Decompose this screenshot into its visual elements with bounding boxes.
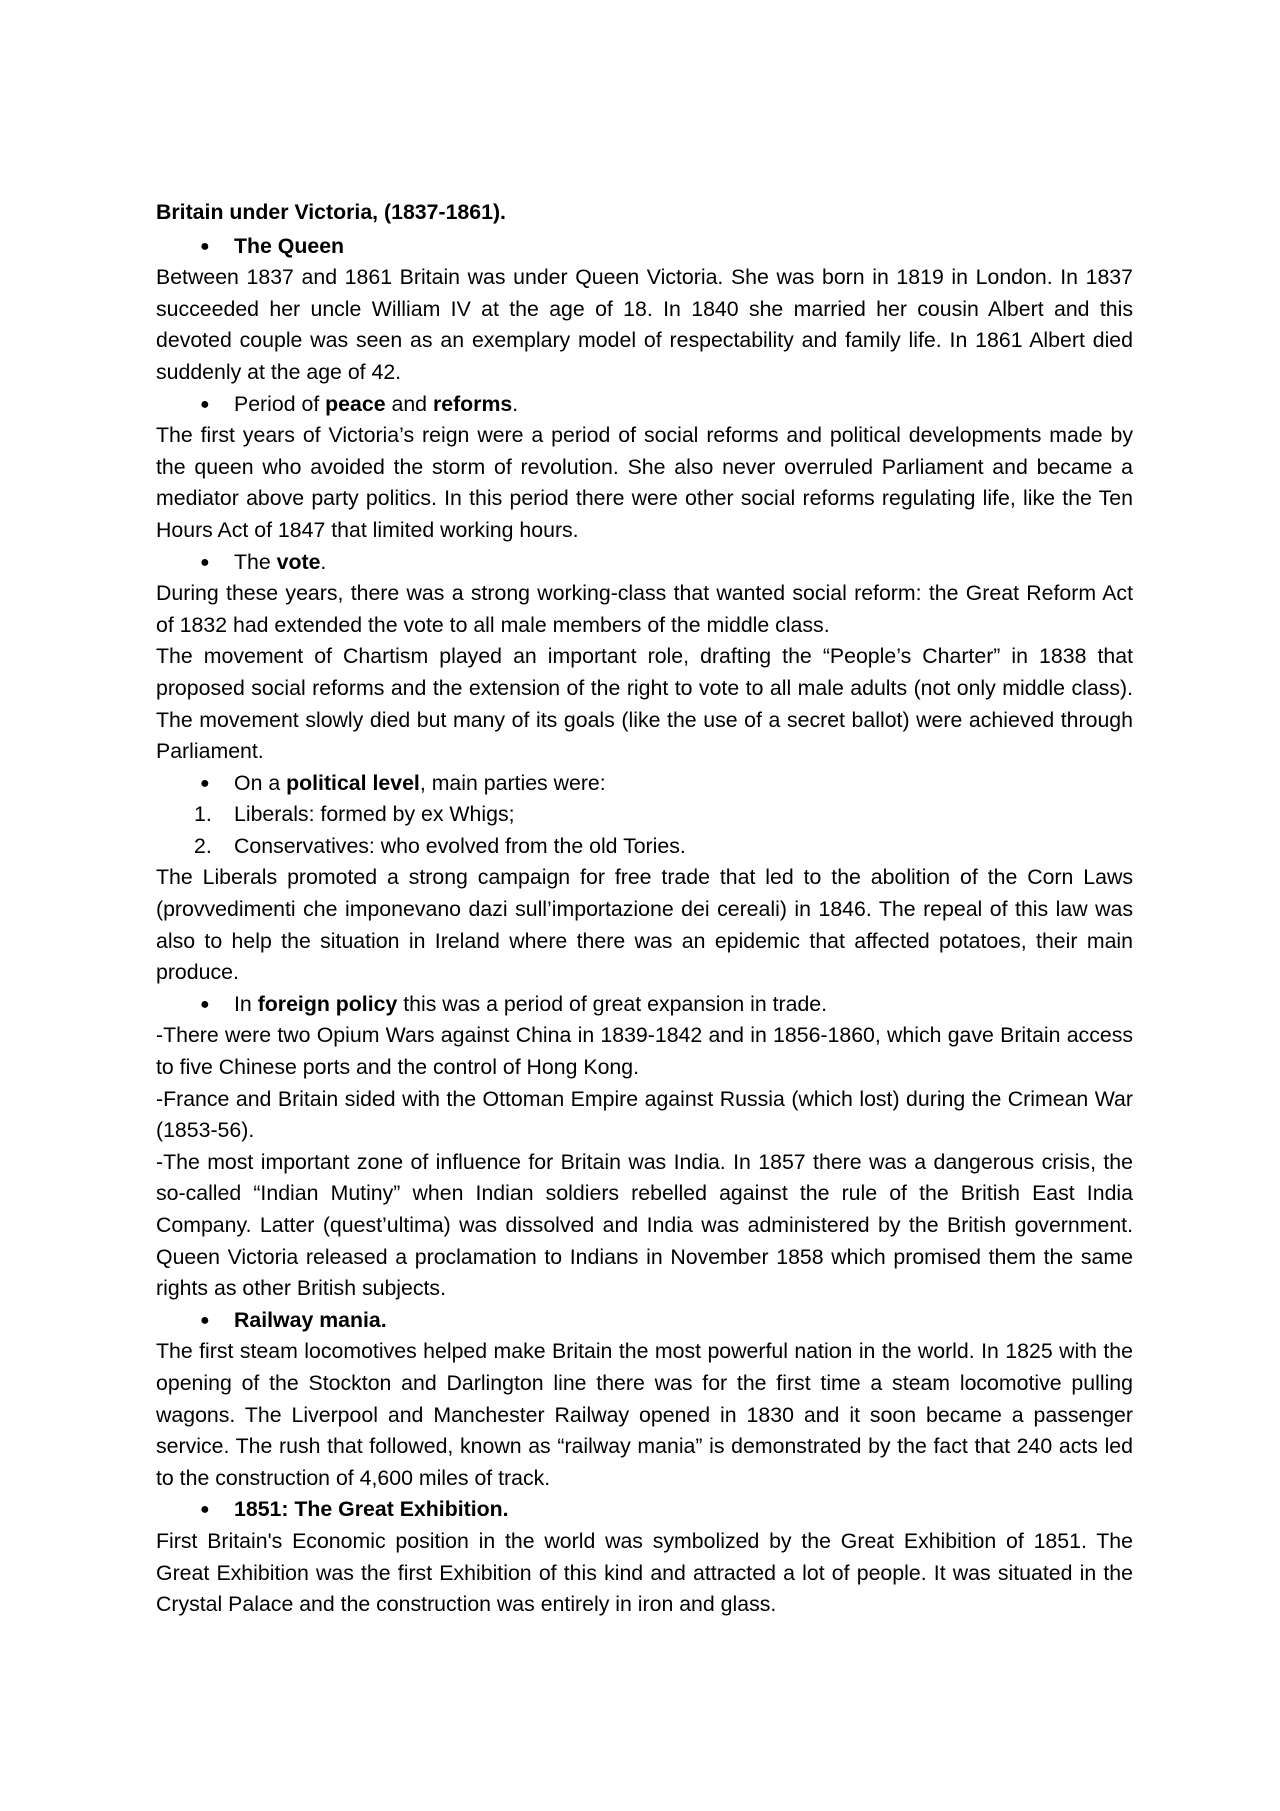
list-item-text: Conservatives: who evolved from the old Tories. [234, 833, 686, 858]
section-heading: Railway mania. [234, 1307, 387, 1332]
bullet-icon: ● [200, 553, 210, 571]
bullet-political-level [156, 768, 1133, 800]
paragraph-foreign-3: -The most important zone of influence for Britain was India. In 1857 there was a dangerous crisis, the so-called “Indian Mutiny” when Indian soldiers rebelled against the rule of the British East India Company. Latter (quest’ultima) was dissolved and India was administered by the British government. Queen Victoria released a proclamation to Indians in November 1858 which promised them the same rights as other British subjects. [156, 1149, 1133, 1301]
paragraph-exhibition: First Britain's Economic position in the world was symbolized by the Great Exhibition of 1851. The Great Exhibition was the first Exhibition of this kind and attracted a lot of people. It was situated in the Crystal Palace and the construction was entirely in iron and glass. [156, 1528, 1133, 1617]
bullet-text-prefix: In [234, 991, 258, 1016]
bullet-text-suffix: , main parties were: [419, 770, 606, 795]
document-title: Britain under Victoria, (1837-1861). [156, 200, 506, 224]
paragraph-political: The Liberals promoted a strong campaign for free trade that led to the abolition of the Corn Laws (provvedimenti che imponevano dazi sull’importazione dei cereali) in 1846. The repeal of this law was also to help the situation in Ireland where there was an epidemic that affected potatoes, their main produce. [156, 865, 1133, 985]
paragraph-railway: The first steam locomotives helped make Britain the most powerful nation in the world. In 1825 with the opening of the Stockton and Darlington line there was for the first time a steam locomotive pulling wagons. The Liverpool and Manchester Railway opened in 1830 and it soon became a passenger service. The rush that followed, known as “railway mania” is demonstrated by the fact that 240 acts led to the construction of 4,600 miles of track. [156, 1339, 1133, 1490]
bullet-icon: ● [200, 995, 210, 1013]
bold-term: vote [276, 549, 321, 574]
bold-term: foreign policy [257, 991, 398, 1016]
list-number: 2. [194, 833, 212, 858]
bullet-great-exhibition [156, 1494, 1133, 1526]
bullet-icon: ● [200, 395, 210, 413]
bold-term: reforms [432, 391, 513, 416]
paragraph-vote-2: The movement of Chartism played an important role, drafting the “People’s Charter” in 1838 that proposed social reforms and the extension of the right to vote to all male adults (not only middle class). The movement slowly died but many of its goals (like the use of a secret ballot) were achieved through Parliament. [156, 644, 1133, 764]
list-item-text: Liberals: formed by ex Whigs; [234, 802, 515, 827]
bullet-text-suffix: . [320, 549, 327, 574]
paragraph-foreign-1: -There were two Opium Wars against China in 1839-1842 and in 1856-1860, which gave Britain access to five Chinese ports and the control of Hong Kong. [156, 1023, 1133, 1080]
bullet-icon: ● [200, 1311, 210, 1329]
list-item [156, 831, 1133, 863]
paragraph-foreign-2: -France and Britain sided with the Ottoman Empire against Russia (which lost) during the Crimean War (1853-56). [156, 1086, 1133, 1143]
bold-term: political level [286, 770, 420, 795]
list-item [156, 799, 1133, 831]
bullet-icon: ● [200, 1501, 210, 1519]
bullet-the-queen [156, 231, 1133, 263]
bullet-icon: ● [200, 237, 210, 255]
paragraph-vote-1: During these years, there was a strong working-class that wanted social reform: the Great Reform Act of 1832 had extended the vote to all male members of the middle class. [156, 581, 1133, 637]
bullet-foreign-policy [156, 989, 1133, 1021]
bullet-text-prefix: The [234, 549, 277, 574]
bullet-peace-reforms [156, 389, 1133, 421]
bold-term: peace [325, 391, 386, 416]
section-heading: 1851: The Great Exhibition. [234, 1497, 509, 1522]
bullet-text-suffix: . [512, 391, 519, 416]
bullet-text-suffix: this was a period of great expansion in trade. [397, 991, 828, 1016]
bullet-vote [156, 547, 1133, 579]
bullet-text-mid: and [385, 391, 433, 416]
section-heading: The Queen [234, 233, 345, 258]
list-number: 1. [194, 802, 212, 827]
document-page [156, 197, 1133, 1621]
paragraph-peace: The first years of Victoria’s reign were a period of social reforms and political developments made by the queen who avoided the storm of revolution. She also never overruled Parliament and became a mediator above party politics. In this period there were other social reforms regulating life, like the Ten Hours Act of 1847 that limited working hours. [156, 423, 1133, 542]
paragraph-queen: Between 1837 and 1861 Britain was under Queen Victoria. She was born in 1819 in London. In 1837 succeeded her uncle William IV at the age of 18. In 1840 she married her cousin Albert and this devoted couple was seen as an exemplary model of respectability and family life. In 1861 Albert died suddenly at the age of 42. [156, 265, 1133, 384]
bullet-icon: ● [200, 774, 210, 792]
bullet-text-prefix: On a [234, 770, 287, 795]
bullet-text-prefix: Period of [234, 391, 326, 416]
bullet-railway-mania [156, 1305, 1133, 1337]
